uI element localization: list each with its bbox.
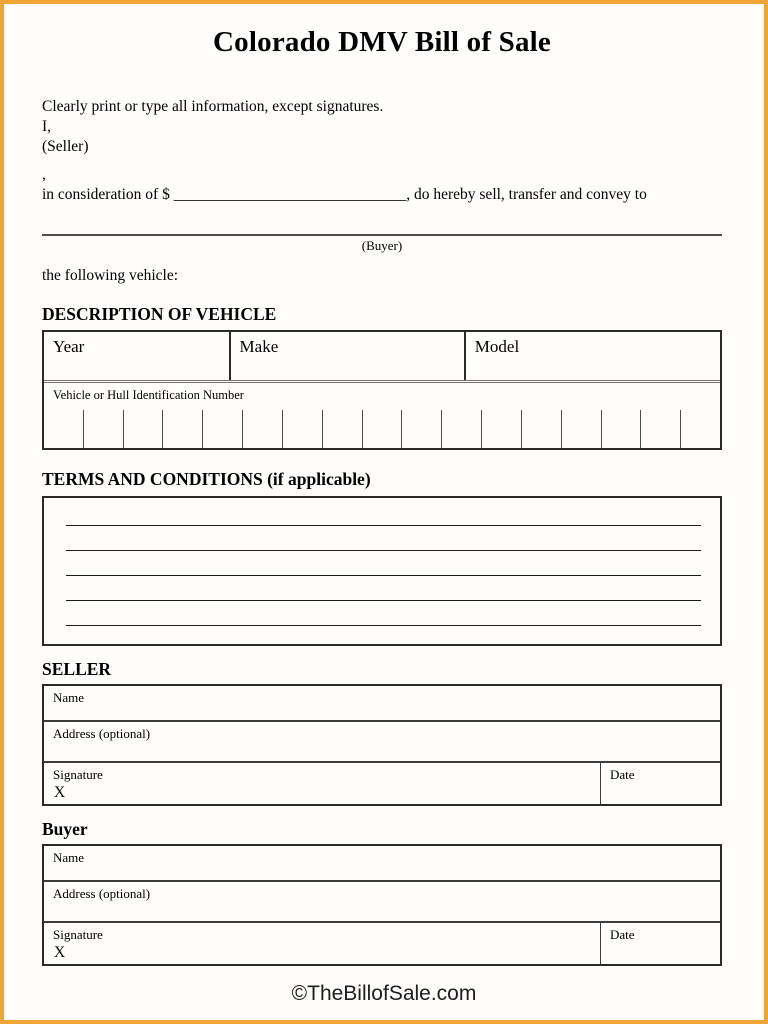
vin-box[interactable]	[481, 410, 521, 448]
buyer-signature-x-mark: X	[54, 944, 66, 961]
make-label: Make	[239, 337, 279, 356]
vin-box[interactable]	[282, 410, 322, 448]
vin-box[interactable]	[640, 410, 680, 448]
intro-section	[42, 97, 722, 205]
vin-box[interactable]	[123, 410, 163, 448]
buyer-table	[42, 844, 722, 966]
terms-section-heading: TERMS AND CONDITIONS (if applicable)	[42, 469, 371, 489]
seller-name-label: Name	[53, 690, 85, 705]
vin-box[interactable]	[401, 410, 441, 448]
seller-section	[42, 659, 722, 806]
buyer-signature-label: Signature	[53, 927, 103, 942]
vin-box[interactable]	[521, 410, 561, 448]
vehicle-table	[42, 330, 722, 450]
seller-date-label: Date	[610, 767, 635, 782]
model-label: Model	[474, 337, 520, 356]
buyer-signature-row	[44, 923, 720, 964]
buyer-signature-field[interactable]	[44, 923, 600, 964]
buyer-date-field[interactable]	[600, 923, 720, 964]
buyer-section-heading: Buyer	[42, 819, 88, 839]
vin-box[interactable]	[242, 410, 282, 448]
seller-signature-row	[44, 763, 720, 804]
vin-box[interactable]	[601, 410, 641, 448]
model-field[interactable]	[464, 332, 720, 380]
buyer-caption: (Buyer)	[361, 238, 403, 253]
buyer-section	[42, 819, 722, 966]
vin-box[interactable]	[441, 410, 481, 448]
consideration-prefix: in consideration of $	[42, 186, 174, 203]
intro-i-line: I,	[42, 118, 52, 135]
seller-address-field[interactable]	[44, 722, 720, 763]
vin-box[interactable]	[202, 410, 242, 448]
instruction-text: Clearly print or type all information, except signatures.	[42, 98, 384, 115]
consideration-line	[42, 185, 722, 205]
vin-field[interactable]	[44, 380, 720, 448]
vin-label: Vehicle or Hull Identification Number	[53, 388, 244, 402]
vehicle-section-heading: DESCRIPTION OF VEHICLE	[42, 304, 277, 324]
buyer-address-field[interactable]	[44, 882, 720, 923]
vin-box[interactable]	[561, 410, 601, 448]
seller-address-label: Address (optional)	[53, 726, 151, 741]
buyer-name-blank-line[interactable]	[42, 234, 722, 236]
vin-box[interactable]	[44, 410, 83, 448]
vin-box[interactable]	[83, 410, 123, 448]
vin-box[interactable]	[680, 410, 720, 448]
consideration-amount-blank[interactable]: ______________________________	[173, 186, 407, 203]
seller-section-heading: SELLER	[42, 659, 112, 679]
vin-box[interactable]	[162, 410, 202, 448]
terms-writing-line[interactable]	[66, 550, 701, 551]
seller-name-field[interactable]	[44, 686, 720, 722]
document-title: Colorado DMV Bill of Sale	[213, 26, 551, 58]
seller-signature-x-mark: X	[54, 784, 66, 801]
terms-writing-line[interactable]	[66, 600, 701, 601]
vehicle-table-header-row	[44, 332, 720, 380]
buyer-name-field[interactable]	[44, 846, 720, 882]
year-label: Year	[53, 337, 85, 356]
consideration-suffix: , do hereby sell, transfer and convey to	[406, 186, 647, 203]
terms-writing-line[interactable]	[66, 625, 701, 626]
terms-box[interactable]	[42, 496, 722, 646]
vin-box[interactable]	[322, 410, 362, 448]
footer-watermark: ©TheBillofSale.com	[291, 982, 477, 1005]
vin-character-boxes[interactable]	[44, 410, 720, 448]
seller-table	[42, 684, 722, 806]
intro-comma-line: ,	[42, 166, 46, 183]
seller-caption: (Seller)	[42, 138, 89, 155]
make-field[interactable]	[229, 332, 464, 380]
buyer-address-label: Address (optional)	[53, 886, 151, 901]
seller-signature-label: Signature	[53, 767, 103, 782]
seller-signature-field[interactable]	[44, 763, 600, 804]
terms-writing-line[interactable]	[66, 575, 701, 576]
year-field[interactable]	[44, 332, 229, 380]
terms-writing-line[interactable]	[66, 525, 701, 526]
following-vehicle-text: the following vehicle:	[42, 267, 179, 284]
seller-date-field[interactable]	[600, 763, 720, 804]
vin-box[interactable]	[362, 410, 402, 448]
buyer-name-label: Name	[53, 850, 85, 865]
buyer-date-label: Date	[610, 927, 635, 942]
